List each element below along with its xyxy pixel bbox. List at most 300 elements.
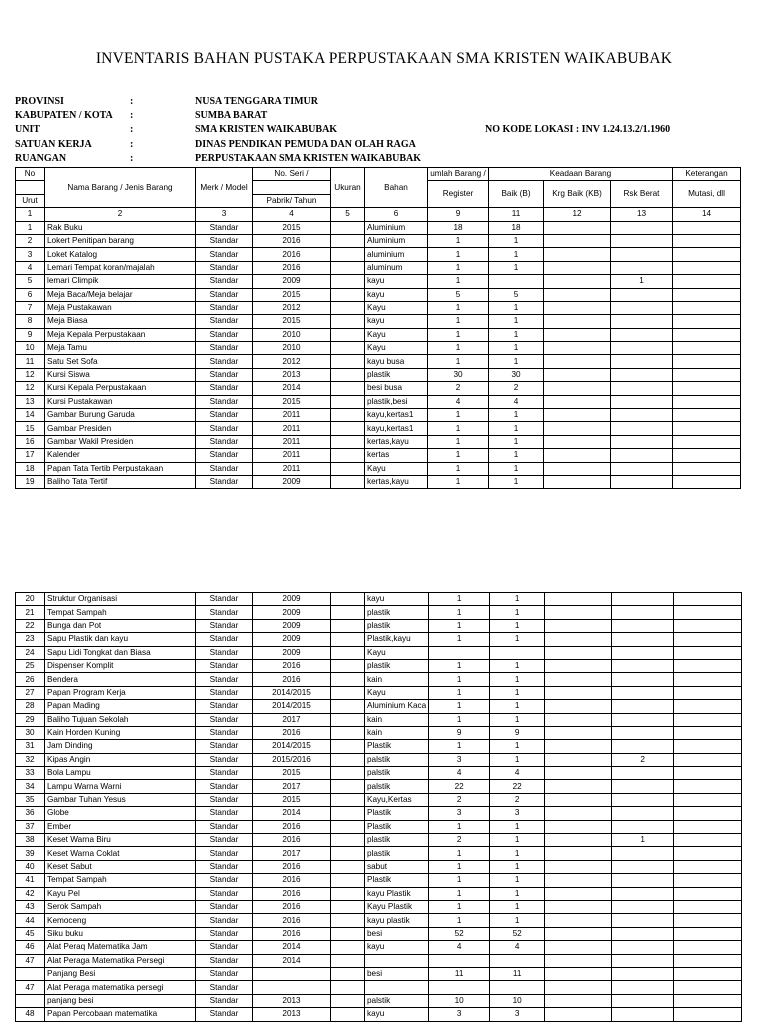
table-row xyxy=(16,355,741,368)
table-cell: 1 xyxy=(490,659,545,672)
table-cell xyxy=(545,954,612,967)
table-cell xyxy=(612,820,674,833)
table-cell xyxy=(612,686,674,699)
table-cell: 2 xyxy=(612,753,674,766)
table-cell xyxy=(612,860,674,873)
table-cell xyxy=(673,449,741,462)
table-cell xyxy=(490,954,545,967)
table-cell: 1 xyxy=(489,462,544,475)
table-cell xyxy=(611,261,673,274)
table-cell xyxy=(611,475,673,488)
table-cell: 1 xyxy=(490,753,545,766)
table-cell: Standar xyxy=(196,740,253,753)
table-cell: Kayu xyxy=(365,342,428,355)
table-cell: 1 xyxy=(490,633,545,646)
table-cell: Standar xyxy=(196,686,253,699)
table-cell: palstik xyxy=(365,780,429,793)
table-cell xyxy=(544,328,611,341)
table-cell: Standar xyxy=(196,422,253,435)
table-cell xyxy=(331,395,365,408)
table-cell: 2015 xyxy=(253,793,331,806)
table-cell: Aluminium xyxy=(365,234,428,247)
header-cell: Rsk Berat xyxy=(611,181,673,208)
table-cell xyxy=(611,221,673,234)
table-cell: 12 xyxy=(16,368,45,381)
table-cell xyxy=(545,900,612,913)
table-cell: 4 xyxy=(489,395,544,408)
table-cell: kertas,kayu xyxy=(365,475,428,488)
table-cell xyxy=(674,1008,742,1021)
table-cell xyxy=(331,700,365,713)
table-cell: 1 xyxy=(429,900,490,913)
table-cell xyxy=(612,981,674,994)
table-cell xyxy=(331,275,365,288)
header-cell: No xyxy=(16,168,45,181)
meta-label: RUANGAN xyxy=(15,152,67,164)
table-cell xyxy=(545,700,612,713)
table-cell: 21 xyxy=(16,606,45,619)
table-cell: 2016 xyxy=(253,248,331,261)
meta-colon: : xyxy=(130,138,134,150)
table-cell xyxy=(331,422,365,435)
table-cell xyxy=(544,462,611,475)
table-row xyxy=(16,342,741,355)
table-cell xyxy=(331,860,365,873)
table-cell xyxy=(331,234,365,247)
table-cell: Ember xyxy=(45,820,196,833)
table-cell xyxy=(612,994,674,1007)
table-cell xyxy=(612,673,674,686)
table-cell xyxy=(545,646,612,659)
table-cell: besi xyxy=(365,967,429,980)
table-cell: Dispenser Komplit xyxy=(45,659,196,672)
table-row xyxy=(16,753,742,766)
table-cell: Meja Pustakawan xyxy=(45,301,196,314)
table-cell xyxy=(253,967,331,980)
table-cell: Standar xyxy=(196,355,253,368)
table-cell: Gambar Wakil Presiden xyxy=(45,435,196,448)
table-cell xyxy=(331,713,365,726)
column-number-row xyxy=(16,208,741,221)
table-cell xyxy=(673,409,741,422)
column-number: 6 xyxy=(365,208,428,221)
table-cell: Standar xyxy=(196,834,253,847)
table-cell: Panjang Besi xyxy=(45,967,196,980)
table-row xyxy=(16,221,741,234)
table-cell: 18 xyxy=(428,221,489,234)
table-cell: 4 xyxy=(16,261,45,274)
table-cell xyxy=(489,275,544,288)
table-cell: 30 xyxy=(16,726,45,739)
table-cell xyxy=(544,342,611,355)
inventory-table-page-2 xyxy=(15,592,742,1022)
table-cell: 45 xyxy=(16,927,45,940)
table-row xyxy=(16,834,742,847)
table-cell xyxy=(674,860,742,873)
table-cell: 2015 xyxy=(253,288,331,301)
table-cell: 18 xyxy=(489,221,544,234)
table-cell xyxy=(253,981,331,994)
table-cell: 2015 xyxy=(253,221,331,234)
table-cell: Papan Program Kerja xyxy=(45,686,196,699)
table-cell: kayu plastik xyxy=(365,914,429,927)
table-cell: Standar xyxy=(196,234,253,247)
table-cell xyxy=(331,368,365,381)
table-cell xyxy=(673,475,741,488)
table-cell: 1 xyxy=(429,633,490,646)
table-cell xyxy=(331,1008,365,1021)
table-cell: 2012 xyxy=(253,301,331,314)
table-cell xyxy=(673,301,741,314)
table-cell xyxy=(674,820,742,833)
table-cell: 1 xyxy=(428,248,489,261)
table-row xyxy=(16,234,741,247)
table-cell xyxy=(612,780,674,793)
table-cell: 4 xyxy=(490,941,545,954)
table-cell: Kayu xyxy=(365,646,429,659)
table-cell xyxy=(611,395,673,408)
table-cell: 23 xyxy=(16,633,45,646)
table-cell: 44 xyxy=(16,914,45,927)
table-cell xyxy=(545,633,612,646)
table-row xyxy=(16,646,742,659)
table-cell xyxy=(611,288,673,301)
table-cell: 1 xyxy=(611,275,673,288)
table-cell: Baliho Tata Tertif xyxy=(45,475,196,488)
table-cell xyxy=(331,820,365,833)
table-cell: Standar xyxy=(196,315,253,328)
table-cell: 24 xyxy=(16,646,45,659)
table-cell xyxy=(365,954,429,967)
table-cell xyxy=(544,315,611,328)
table-cell: 22 xyxy=(16,619,45,632)
table-cell: kayu,kertas1 xyxy=(365,422,428,435)
table-cell xyxy=(544,435,611,448)
column-number: 14 xyxy=(673,208,741,221)
table-cell xyxy=(331,914,365,927)
table-cell: Sapu Plastik dan kayu xyxy=(45,633,196,646)
table-cell: 1 xyxy=(429,860,490,873)
table-cell xyxy=(611,435,673,448)
table-cell xyxy=(611,355,673,368)
table-cell: 39 xyxy=(16,847,45,860)
table-cell xyxy=(674,847,742,860)
table-cell: 1 xyxy=(429,820,490,833)
table-cell: 1 xyxy=(489,261,544,274)
table-cell: plastik,besi xyxy=(365,395,428,408)
table-cell: Standar xyxy=(196,994,253,1007)
table-cell: Kursi Pustakawan xyxy=(45,395,196,408)
table-cell: 3 xyxy=(490,1008,545,1021)
table-cell: Standar xyxy=(196,673,253,686)
table-cell: 29 xyxy=(16,713,45,726)
table-cell xyxy=(544,409,611,422)
table-cell: Gambar Burung Garuda xyxy=(45,409,196,422)
table-cell xyxy=(331,409,365,422)
table-cell xyxy=(331,673,365,686)
table-cell xyxy=(673,355,741,368)
table-cell: Standar xyxy=(196,619,253,632)
table-cell: Standar xyxy=(196,927,253,940)
table-cell xyxy=(612,740,674,753)
table-cell xyxy=(611,368,673,381)
table-cell: Plastik xyxy=(365,820,429,833)
table-cell xyxy=(674,994,742,1007)
table-cell: Kayu Pel xyxy=(45,887,196,900)
table-cell: kayu,kertas1 xyxy=(365,409,428,422)
table-cell: Standar xyxy=(196,767,253,780)
table-cell: Standar xyxy=(196,981,253,994)
table-cell xyxy=(674,767,742,780)
table-cell: Tempat Sampah xyxy=(45,874,196,887)
table-row xyxy=(16,713,742,726)
table-cell xyxy=(545,673,612,686)
table-cell: 10 xyxy=(429,994,490,1007)
table-cell: 1 xyxy=(428,261,489,274)
table-cell: 2011 xyxy=(253,435,331,448)
table-cell: 1 xyxy=(429,874,490,887)
table-cell xyxy=(674,753,742,766)
table-cell: 47 xyxy=(16,954,45,967)
table-cell: Standar xyxy=(196,261,253,274)
table-cell xyxy=(545,874,612,887)
table-cell: 2 xyxy=(429,834,490,847)
table-cell: Standar xyxy=(196,475,253,488)
table-cell xyxy=(331,941,365,954)
table-cell: Standar xyxy=(196,860,253,873)
table-cell: 2009 xyxy=(253,633,331,646)
table-cell xyxy=(674,900,742,913)
table-cell xyxy=(545,793,612,806)
table-cell xyxy=(673,328,741,341)
table-cell: 1 xyxy=(428,315,489,328)
table-cell: Standar xyxy=(196,221,253,234)
table-cell: Kayu xyxy=(365,462,428,475)
table-cell: 20 xyxy=(16,593,45,606)
table-cell: 17 xyxy=(16,449,45,462)
table-cell: 2014 xyxy=(253,807,331,820)
table-cell xyxy=(544,422,611,435)
table-row xyxy=(16,700,742,713)
table-cell: 1 xyxy=(490,673,545,686)
table-cell xyxy=(331,927,365,940)
table-cell: 1 xyxy=(489,301,544,314)
table-cell xyxy=(331,753,365,766)
table-cell xyxy=(544,261,611,274)
table-cell: Kursi Kepala Perpustakaan xyxy=(45,382,196,395)
table-cell xyxy=(611,449,673,462)
table-cell: aluminium xyxy=(365,248,428,261)
table-row xyxy=(16,820,742,833)
table-row xyxy=(16,275,741,288)
table-cell: Aluminium Kaca xyxy=(365,700,429,713)
table-cell: 22 xyxy=(490,780,545,793)
table-cell: besi busa xyxy=(365,382,428,395)
table-cell xyxy=(674,633,742,646)
table-cell xyxy=(331,288,365,301)
table-cell: Plastik xyxy=(365,807,429,820)
table-cell xyxy=(545,753,612,766)
table-cell: Kalender xyxy=(45,449,196,462)
table-cell xyxy=(544,301,611,314)
table-row xyxy=(16,740,742,753)
table-cell: Standar xyxy=(196,328,253,341)
table-cell: Bendera xyxy=(45,673,196,686)
table-cell: Plastik xyxy=(365,740,429,753)
table-cell xyxy=(673,342,741,355)
table-cell xyxy=(545,887,612,900)
table-cell xyxy=(674,834,742,847)
table-row xyxy=(16,994,742,1007)
table-cell: 1 xyxy=(490,847,545,860)
table-row xyxy=(16,767,742,780)
table-cell: 2016 xyxy=(253,673,331,686)
table-cell: Standar xyxy=(196,342,253,355)
table-cell: 1 xyxy=(490,860,545,873)
table-cell: 9 xyxy=(490,726,545,739)
table-cell: 1 xyxy=(489,328,544,341)
table-cell xyxy=(331,355,365,368)
table-cell xyxy=(331,793,365,806)
table-cell: 4 xyxy=(428,395,489,408)
meta-label: PROVINSI xyxy=(15,96,64,107)
table-cell xyxy=(545,780,612,793)
table-cell xyxy=(544,234,611,247)
table-cell xyxy=(611,301,673,314)
table-cell: 5 xyxy=(428,288,489,301)
table-cell: Standar xyxy=(196,395,253,408)
table-cell: Plastik xyxy=(365,874,429,887)
table-cell: Kayu xyxy=(365,301,428,314)
table-cell: 3 xyxy=(429,807,490,820)
table-cell xyxy=(544,275,611,288)
table-cell xyxy=(429,646,490,659)
table-cell xyxy=(612,1008,674,1021)
table-cell xyxy=(673,382,741,395)
table-cell xyxy=(545,686,612,699)
location-code: NO KODE LOKASI : INV 1.24.13.2/1.1960 xyxy=(485,124,671,136)
table-cell: Standar xyxy=(196,900,253,913)
header-cell: Krg Baik (KB) xyxy=(544,181,611,208)
header-cell: Bahan xyxy=(365,168,428,208)
table-row xyxy=(16,619,742,632)
table-cell xyxy=(673,422,741,435)
table-cell: Gambar Tuhan Yesus xyxy=(45,793,196,806)
table-cell: 2 xyxy=(489,382,544,395)
table-row xyxy=(16,301,741,314)
table-cell xyxy=(545,767,612,780)
table-cell: 2016 xyxy=(253,820,331,833)
header-cell: Pabrik/ Tahun xyxy=(253,194,331,207)
table-cell: 2015 xyxy=(253,767,331,780)
table-cell: 1 xyxy=(490,740,545,753)
table-cell: Bola Lampu xyxy=(45,767,196,780)
table-cell: Rak Buku xyxy=(45,221,196,234)
table-cell xyxy=(674,927,742,940)
table-cell: 1 xyxy=(429,887,490,900)
table-cell xyxy=(612,967,674,980)
meta-value: NUSA TENGGARA TIMUR xyxy=(195,96,318,107)
table-cell: 2 xyxy=(490,793,545,806)
table-cell xyxy=(674,700,742,713)
meta-label: SATUAN KERJA xyxy=(15,138,92,150)
header-cell: Baik (B) xyxy=(489,181,544,208)
table-cell: 1 xyxy=(490,874,545,887)
table-cell: 1 xyxy=(428,328,489,341)
table-row xyxy=(16,288,741,301)
table-cell: kain xyxy=(365,673,429,686)
table-cell: 1 xyxy=(428,475,489,488)
table-cell: 2012 xyxy=(253,355,331,368)
table-cell: panjang besi xyxy=(45,994,196,1007)
table-cell: 48 xyxy=(16,1008,45,1021)
table-cell: 34 xyxy=(16,780,45,793)
column-number: 2 xyxy=(45,208,196,221)
table-row xyxy=(16,914,742,927)
table-cell: 1 xyxy=(490,887,545,900)
table-cell xyxy=(612,927,674,940)
table-cell xyxy=(674,887,742,900)
table-cell: Standar xyxy=(196,435,253,448)
table-row xyxy=(16,435,741,448)
table-cell xyxy=(545,941,612,954)
table-cell xyxy=(612,700,674,713)
table-cell: 1 xyxy=(429,619,490,632)
table-cell xyxy=(545,834,612,847)
table-cell: plastik xyxy=(365,834,429,847)
table-cell xyxy=(612,914,674,927)
table-cell xyxy=(331,475,365,488)
table-cell: 1 xyxy=(429,673,490,686)
table-cell: 1 xyxy=(612,834,674,847)
table-cell: 4 xyxy=(429,767,490,780)
table-cell: plastik xyxy=(365,659,429,672)
header-cell: umlah Barang / xyxy=(428,168,489,181)
table-cell: 16 xyxy=(16,435,45,448)
meta-colon: : xyxy=(130,152,134,164)
table-cell: 1 xyxy=(490,686,545,699)
table-cell: Standar xyxy=(196,780,253,793)
table-cell: Standar xyxy=(196,713,253,726)
table-row xyxy=(16,633,742,646)
table-row xyxy=(16,315,741,328)
table-cell xyxy=(16,967,45,980)
table-cell: palstik xyxy=(365,753,429,766)
table-row xyxy=(16,807,742,820)
table-cell: Standar xyxy=(196,248,253,261)
table-cell: Meja Kepala Perpustakaan xyxy=(45,328,196,341)
table-cell xyxy=(673,248,741,261)
table-cell: Alat Peraga matematika persegi xyxy=(45,981,196,994)
table-cell: 2014/2015 xyxy=(253,686,331,699)
table-cell: kertas xyxy=(365,449,428,462)
table-cell xyxy=(673,395,741,408)
header-cell: Urut xyxy=(16,194,45,207)
table-cell xyxy=(545,726,612,739)
table-cell: Standar xyxy=(196,593,253,606)
table-cell: 2015 xyxy=(253,315,331,328)
table-cell xyxy=(611,315,673,328)
table-cell xyxy=(673,368,741,381)
table-cell: Kain Horden Kuning xyxy=(45,726,196,739)
table-row xyxy=(16,593,742,606)
table-cell: Alat Peraq Matematika Jam xyxy=(45,941,196,954)
header-cell xyxy=(253,181,331,194)
table-cell: 52 xyxy=(429,927,490,940)
table-cell: 1 xyxy=(429,914,490,927)
table-cell: 3 xyxy=(429,1008,490,1021)
meta-colon: : xyxy=(130,124,134,136)
